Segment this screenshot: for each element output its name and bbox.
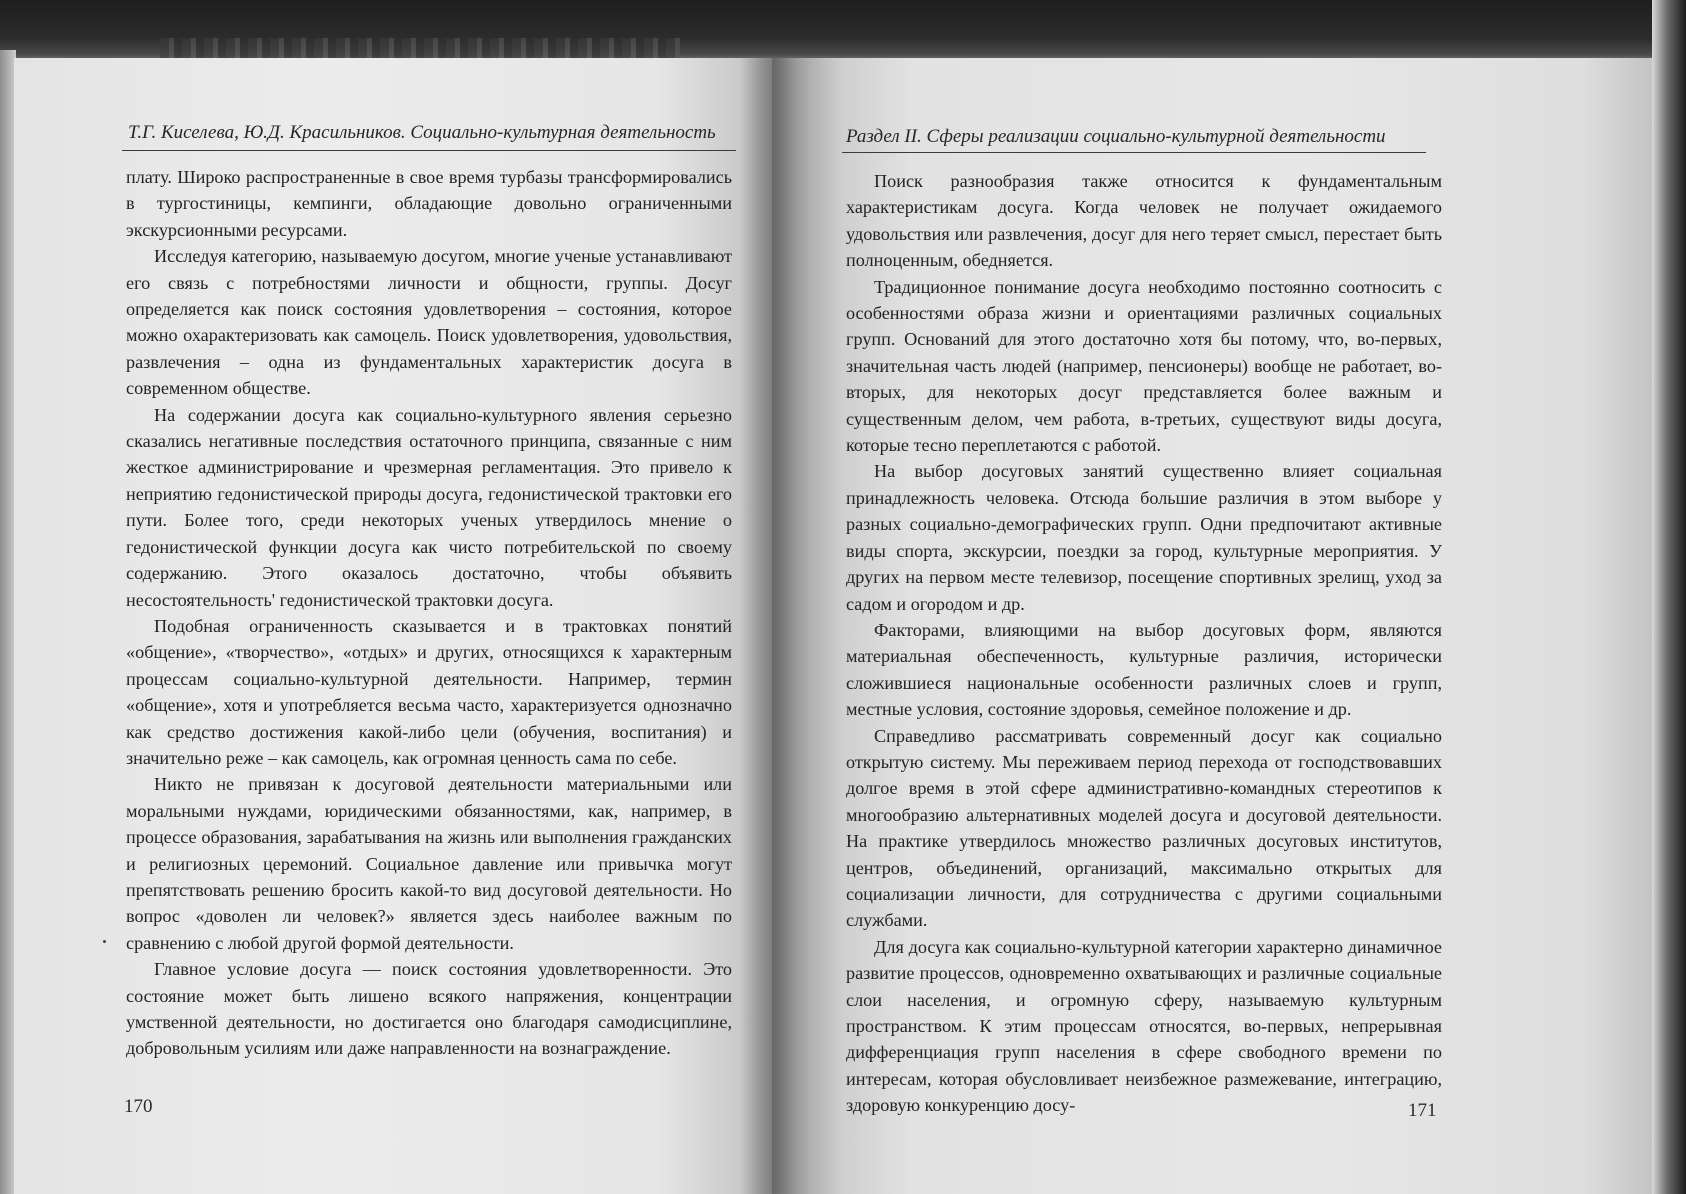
right-paragraph-5: Справедливо рассматривать современный досуг как социально открытую систему. Мы переживаем период перехода от господствовавших долгое время в этой сфере административно-командных стереотипов к многообразию альтернативных моделей досуга и досуговой деятельности. На практике утвердилось множество различных досуговых институтов, центров, объединений, организаций, максимально открытых для социализации личности, для сотрудничества с другими социальными службами. [846, 725, 1442, 931]
right-paragraph-6: Для досуга как социально-культурной категории характерно динамичное развитие процессов, одновременно охватывающих и различные социальные слои населения, и огромную сферу, называемую культурным пространством. К этим процессам относятся, во-первых, непрерывная дифференциация групп населения в сфере свободного времени по интересам, которая обусловливает неизбежное размежевание, интеграцию, здоровую конкуренцию досу- [846, 936, 1442, 1116]
book-top-shadow [0, 0, 1686, 64]
right-paragraph-4: Факторами, влияющими на выбор досуговых форм, являются материальная обеспеченность, культурные различия, исторически сложившиеся национальные особенности различных слоев и групп, местные условия, состояние здоровья, семейное положение и др. [846, 619, 1442, 720]
left-text-column [126, 164, 732, 1062]
left-paragraph-4: Подобная ограниченность сказывается и в трактовках понятий «общение», «творчество», «отдых» и других, относящихся к характерным процессам социально-культурной деятельности. Например, термин «общение», хотя и употребляется весьма часто, характеризуется однозначно как средство достижения какой-либо цели (обучения, воспитания) и значительно реже – как самоцель, как огромная ценность сама по себе. [126, 615, 732, 768]
book-gutter-shadow [740, 58, 810, 1194]
right-header-rule [842, 152, 1426, 153]
right-running-head: Раздел II. Сферы реализации социально-культурной деятельности [846, 126, 1386, 147]
right-page-number: 171 [1408, 1100, 1437, 1121]
left-page-number: 170 [124, 1096, 153, 1117]
left-paragraph-1: плату. Широко распространенные в свое время турбазы трансформировались в тургостиницы, кемпинги, обладающие довольно ограниченными экскурсионными ресурсами. [126, 167, 732, 240]
left-running-head: Т.Г. Киселева, Ю.Д. Красильников. Социально-культурная деятельность [128, 122, 716, 143]
page-stack-edge-right [1652, 0, 1686, 1194]
left-paragraph-5: Никто не привязан к досуговой деятельности материальными или моральными нуждами, юридическими обязанностями, как, например, в процессе образования, зарабатывания на жизнь или выполнения гражданских и религиозных церемоний. Социальное давление или привычка могут препятствовать решению бросить какой-то вид досуговой деятельности. Но вопрос «доволен ли человек?» является здесь наиболее важным по сравнению с любой другой формой деятельности. [126, 774, 732, 953]
left-paragraph-2: Исследуя категорию, называемую досугом, многие ученые устанавливают его связь с потребностями личности и общности, группы. Досуг определяется как поиск состояния удовлетворения – состояния, которое можно охарактеризовать как самоцель. Поиск удовлетворения, удовольствия, развлечения – одна из фундаментальных характеристик досуга в современном обществе. [126, 246, 732, 399]
right-paragraph-3: На выбор досуговых занятий существенно влияет социальная принадлежность человека. Отсюда большие различия в этом выборе у разных социально-демографических групп. Одни предпочитают активные виды спорта, экскурсии, поездки за город, культурные мероприятия. У других на первом месте телевизор, посещение спортивных зрелищ, уход за садом и огородом и др. [846, 461, 1442, 614]
left-paragraph-6: Главное условие досуга — поиск состояния удовлетворенности. Это состояние может быть лишено всякого напряжения, концентрации умственной деятельности, но достигается оно благодаря самодисциплине, добровольным усилиям или даже направленности на вознаграждение. [126, 959, 732, 1059]
stray-ink-dot [103, 940, 106, 943]
left-paragraph-3: На содержании досуга как социально-культурного явления серьезно сказались негативные последствия остаточного принципа, связанные с ним жесткое администрирование и чрезмерная регламентация. Это привело к неприятию гедонистической природы досуга, гедонистической трактовки его пути. Более того, среди некоторых ученых утвердилось мнение о гедонистической функции досуга как чисто потребительской по своему содержанию. Этого оказалось достаточно, чтобы объявить несостоятельность' гедонистической трактовки досуга. [126, 404, 732, 610]
right-paragraph-2: Традиционное понимание досуга необходимо постоянно соотносить с особенностями образа жизни и ориентациями различных социальных групп. Оснований для этого достаточно хотя бы потому, что, во-первых, значительная часть людей (например, пенсионеры) вообще не работает, во-вторых, для некоторых досуг представляется более важным и существенным делом, чем работа, в-третьих, существуют виды досуга, которые тесно переплетаются с работой. [846, 276, 1442, 456]
left-header-rule [122, 150, 736, 151]
right-text-column [846, 168, 1442, 1119]
right-paragraph-1: Поиск разнообразия также относится к фундаментальным характеристикам досуга. Когда человек не получает ожидаемого удовольствия или развлечения, досуг для него теряет смысл, перестает быть полноценным, обедняется. [846, 171, 1442, 271]
